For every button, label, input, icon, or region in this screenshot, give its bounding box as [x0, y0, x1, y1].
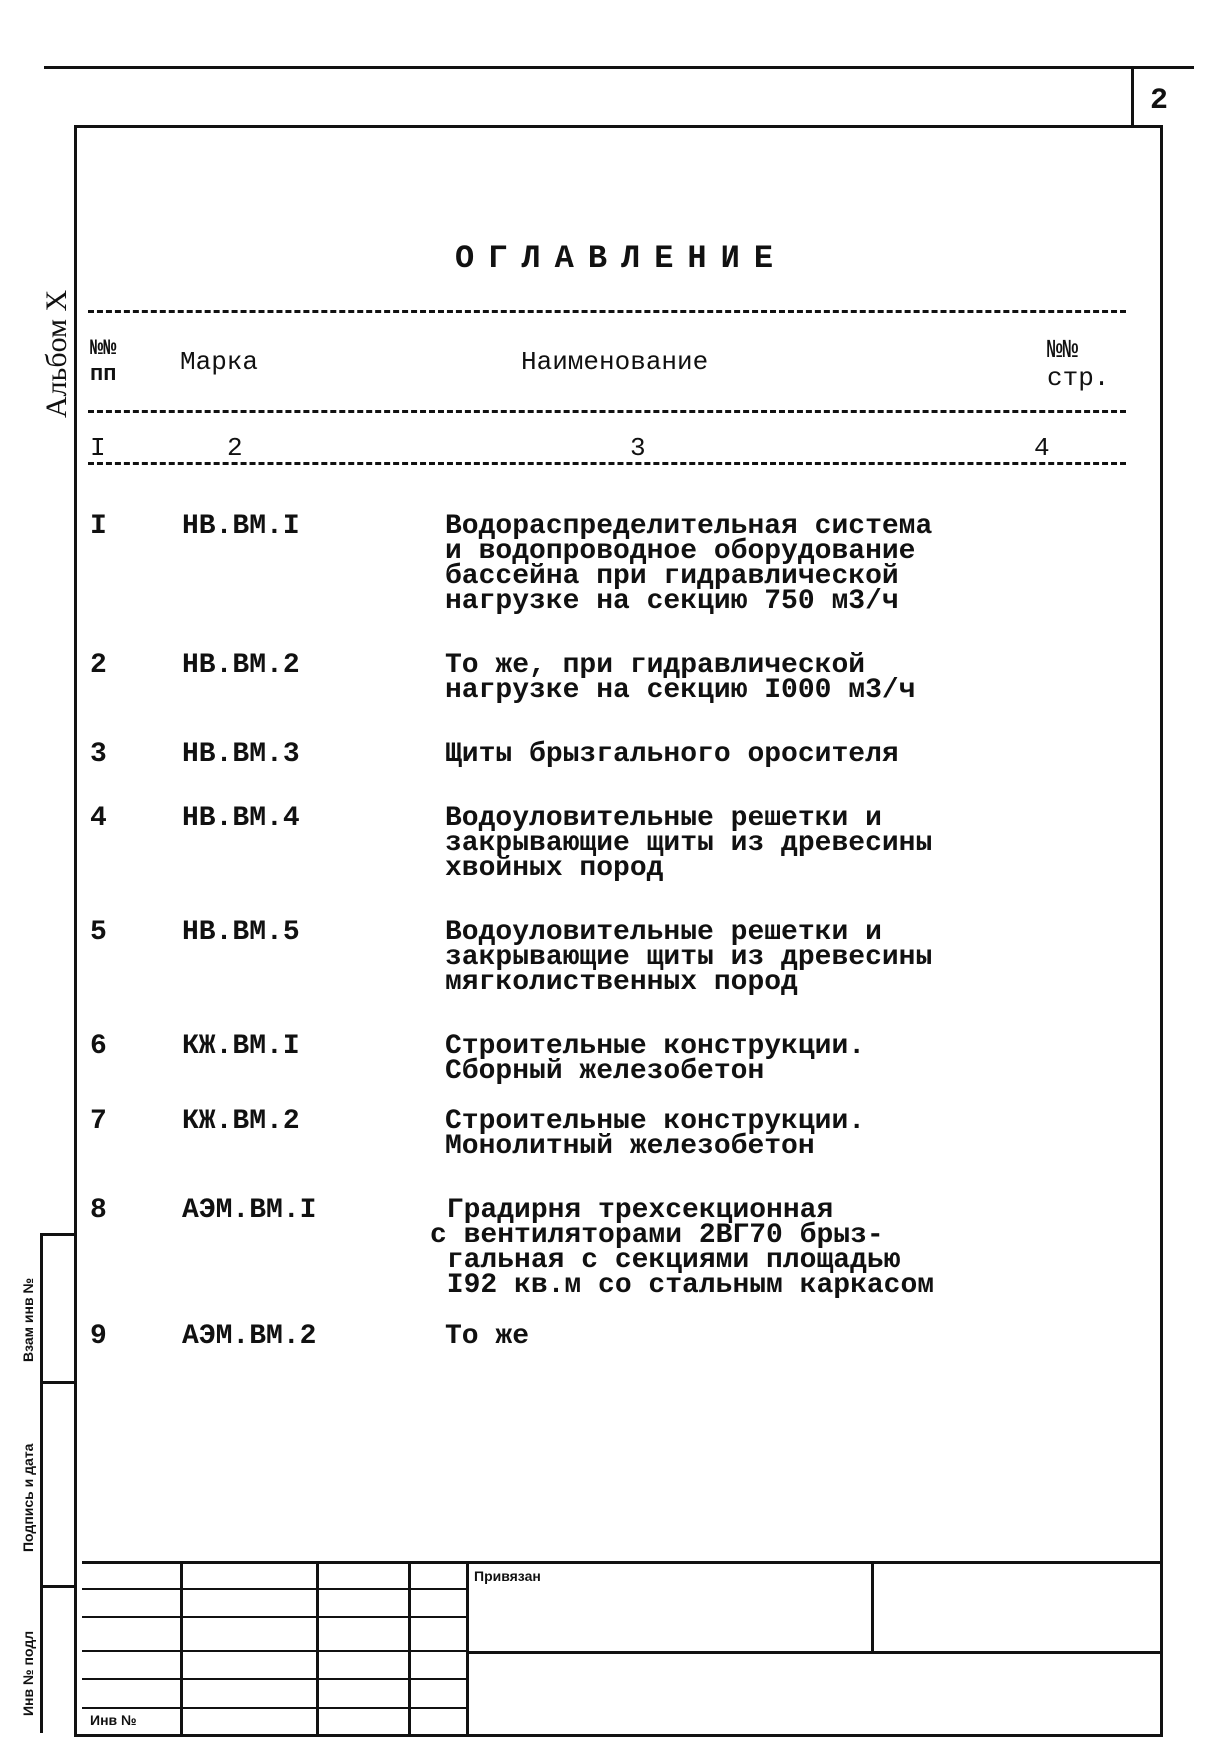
stamp-divider-3 [40, 1585, 76, 1588]
row-name: То же [445, 1321, 530, 1352]
row-num: 7 [90, 1106, 107, 1137]
colnum-3: 3 [630, 433, 646, 463]
stamp-h-right [466, 1651, 1163, 1654]
colnum-4: 4 [1034, 433, 1050, 463]
stamp-divider-2 [40, 1381, 76, 1384]
row-name: Строительные конструкции. Сборный железобетон [445, 1031, 866, 1087]
row-name: Водораспределительная система и водопроводное оборудование бассейна при гидравлической нагрузке на секцию 750 м3/ч [445, 511, 933, 617]
row-mark: НВ.ВМ.3 [182, 739, 300, 770]
row-num: 6 [90, 1031, 107, 1062]
stamp-inv: Инв № [90, 1712, 137, 1728]
stamp-grid-row [82, 1707, 466, 1709]
row-mark: НВ.ВМ.I [182, 511, 300, 542]
colnum-1: I [90, 433, 106, 463]
colnum-2: 2 [227, 433, 243, 463]
row-num: 5 [90, 917, 107, 948]
header-dash-top [88, 310, 1126, 313]
header-page: №№ стр. [1047, 335, 1110, 393]
header-num: №№ пп [90, 336, 117, 387]
row-num: 3 [90, 739, 107, 770]
stamp-label-vzam: Взам инв № [20, 1277, 36, 1362]
row-mark: АЭМ.ВМ.I [182, 1195, 317, 1226]
stamp-privyazan: Привязан [474, 1568, 541, 1584]
row-mark: НВ.ВМ.5 [182, 917, 300, 948]
row-name: Строительные конструкции. Монолитный железобетон [445, 1106, 866, 1162]
header-name: Наименование [521, 347, 709, 377]
album-label: Альбом Х [40, 289, 73, 418]
row-name: Водоуловительные решетки и закрывающие щиты из древесины хвойных пород [445, 803, 933, 884]
row-mark: НВ.ВМ.2 [182, 650, 300, 681]
row-mark: НВ.ВМ.4 [182, 803, 300, 834]
row-mark: КЖ.ВМ.I [182, 1031, 300, 1062]
stamp-divider-1 [40, 1233, 76, 1236]
row-name: Водоуловительные решетки и закрывающие щиты из древесины мягколиственных пород [445, 917, 933, 998]
stamp-grid-row [82, 1616, 466, 1618]
stamp-column-left [40, 1233, 43, 1733]
row-num: I [90, 511, 107, 542]
colnum-dash [88, 462, 1126, 465]
page-title: ОГЛАВЛЕНИЕ [455, 240, 788, 277]
row-mark: АЭМ.ВМ.2 [182, 1321, 317, 1352]
row-name: То же, при гидравлической нагрузке на секцию I000 м3/ч [445, 650, 916, 706]
row-mark: КЖ.ВМ.2 [182, 1106, 300, 1137]
stamp-v4 [466, 1561, 469, 1737]
row-name: Градирня трехсекционная с вентиляторами 2ВГ70 брыз- гальная с секциями площадью I92 кв.м со стальным каркасом [430, 1195, 935, 1301]
stamp-grid-row [82, 1678, 466, 1680]
stamp-label-inv-podl: Инв № подл [20, 1630, 36, 1716]
stamp-v5 [871, 1561, 874, 1651]
page-number: 2 [1150, 84, 1169, 118]
stamp-grid-row [82, 1588, 466, 1590]
stamp-top-line [82, 1561, 1163, 1564]
page-box-left [1131, 66, 1134, 128]
header-mark: Марка [180, 347, 259, 377]
row-num: 9 [90, 1321, 107, 1352]
row-num: 2 [90, 650, 107, 681]
stamp-label-podpis: Подпись и дата [20, 1443, 36, 1552]
top-rule [44, 66, 1194, 69]
row-num: 4 [90, 803, 107, 834]
row-num: 8 [90, 1195, 107, 1226]
stamp-grid-row [82, 1650, 466, 1652]
row-name: Щиты брызгального оросителя [445, 739, 899, 770]
header-dash-bottom [88, 410, 1126, 413]
